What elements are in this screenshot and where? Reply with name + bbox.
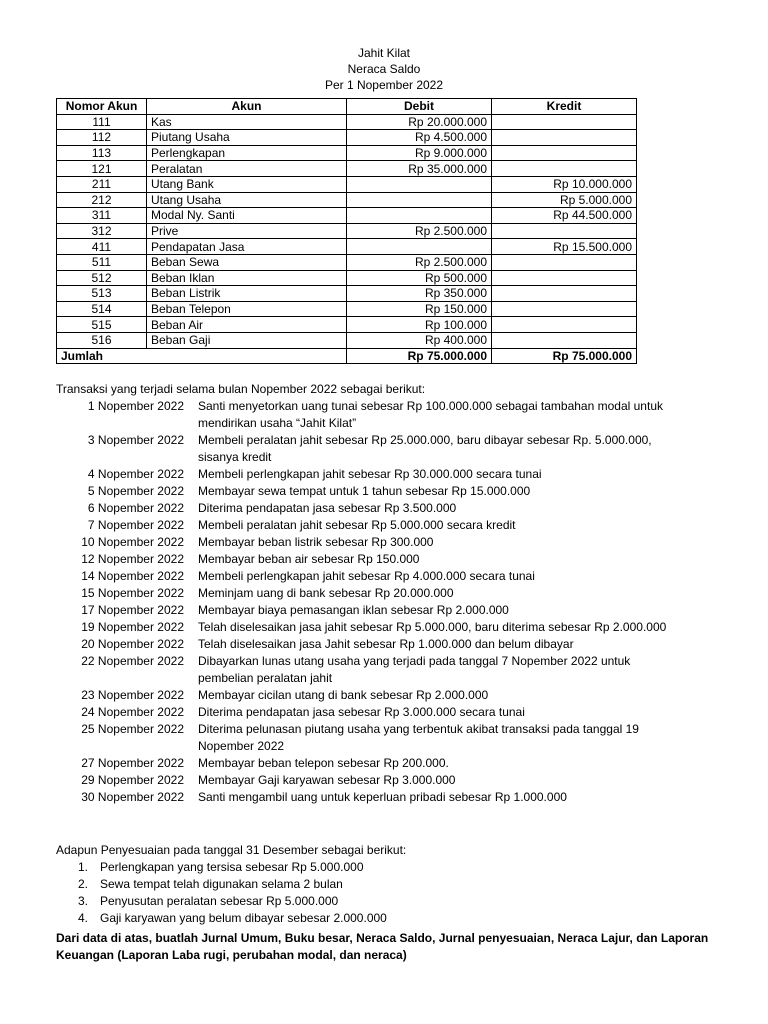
account-number: 211 <box>57 176 147 192</box>
transaction-description: Santi menyetorkan uang tunai sebesar Rp 100.000.000 sebagai tambahan modal untuk mendirikan usaha “Jahit Kilat” <box>198 399 663 430</box>
transaction-description: Membeli perlengkapan jahit sebesar Rp 30.000.000 secara tunai <box>198 467 542 481</box>
transaction-description: Membayar beban telepon sebesar Rp 200.000. <box>198 756 449 770</box>
table-row <box>57 192 637 208</box>
table-row <box>57 161 637 177</box>
account-number: 515 <box>57 317 147 333</box>
col-header-account-number: Nomor Akun <box>57 99 147 115</box>
debit-cell: Rp 20.000.000 <box>347 114 492 130</box>
transaction-item <box>56 755 696 772</box>
credit-cell <box>492 223 637 239</box>
adjustments-intro: Adapun Penyesuaian pada tanggal 31 Desember sebagai berikut: <box>56 843 407 857</box>
table-row <box>57 254 637 270</box>
transaction-date: 5 Nopember 2022 <box>87 484 184 498</box>
table-row <box>57 176 637 192</box>
account-name: Beban Telepon <box>147 301 347 317</box>
credit-cell <box>492 114 637 130</box>
transaction-date: 1 Nopember 2022 <box>87 399 184 413</box>
credit-cell <box>492 254 637 270</box>
report-period: Per 1 Nopember 2022 <box>324 78 444 92</box>
account-name: Utang Usaha <box>147 192 347 208</box>
account-number: 312 <box>57 223 147 239</box>
task-instruction: Dari data di atas, buatlah Jurnal Umum, Buku besar, Neraca Saldo, Jurnal penyesuaian, Neraca Lajur, dan Laporan Keuangan (Laporan Laba rugi, perubahan modal, dan neraca) <box>56 931 709 962</box>
company-name: Jahit Kilat <box>357 46 411 60</box>
credit-cell <box>492 161 637 177</box>
adjustment-item <box>78 893 387 910</box>
transaction-date: 12 Nopember 2022 <box>81 552 184 566</box>
debit-cell: Rp 9.000.000 <box>347 145 492 161</box>
transaction-item <box>56 687 696 704</box>
credit-cell <box>492 301 637 317</box>
account-name: Piutang Usaha <box>147 130 347 146</box>
adjustments-list <box>78 859 387 927</box>
transaction-date: 6 Nopember 2022 <box>87 501 184 515</box>
transaction-date: 19 Nopember 2022 <box>81 620 184 634</box>
account-number: 516 <box>57 332 147 348</box>
account-number: 511 <box>57 254 147 270</box>
table-row <box>57 270 637 286</box>
debit-cell: Rp 400.000 <box>347 332 492 348</box>
transaction-description: Membayar beban air sebesar Rp 150.000 <box>198 552 420 566</box>
table-row <box>57 114 637 130</box>
transaction-item <box>56 483 696 500</box>
transaction-item <box>56 466 696 483</box>
account-name: Utang Bank <box>147 176 347 192</box>
table-row <box>57 130 637 146</box>
transaction-date: 7 Nopember 2022 <box>87 518 184 532</box>
debit-cell: Rp 2.500.000 <box>347 223 492 239</box>
transaction-description: Membeli peralatan jahit sebesar Rp 25.000.000, baru dibayar sebesar Rp. 5.000.000, sisanya kredit <box>198 433 652 464</box>
report-title: Neraca Saldo <box>347 62 421 76</box>
adjustment-text: Penyusutan peralatan sebesar Rp 5.000.000 <box>100 894 339 908</box>
transaction-date: 4 Nopember 2022 <box>87 467 184 481</box>
debit-cell: Rp 150.000 <box>347 301 492 317</box>
transaction-item <box>56 585 696 602</box>
transaction-date: 15 Nopember 2022 <box>81 586 184 600</box>
col-header-account: Akun <box>147 99 347 115</box>
transaction-item <box>56 721 696 755</box>
account-name: Beban Listrik <box>147 286 347 302</box>
account-number: 212 <box>57 192 147 208</box>
credit-cell <box>492 145 637 161</box>
transaction-item <box>56 619 696 636</box>
adjustment-item <box>78 859 387 876</box>
transaction-date: 20 Nopember 2022 <box>81 637 184 651</box>
transaction-description: Membayar biaya pemasangan iklan sebesar Rp 2.000.000 <box>198 603 509 617</box>
debit-cell: Rp 4.500.000 <box>347 130 492 146</box>
transaction-date: 17 Nopember 2022 <box>81 603 184 617</box>
table-row <box>57 239 637 255</box>
account-number: 111 <box>57 114 147 130</box>
transaction-description: Membayar cicilan utang di bank sebesar Rp 2.000.000 <box>198 688 489 702</box>
credit-cell: Rp 15.500.000 <box>492 239 637 255</box>
table-row <box>57 286 637 302</box>
transaction-date: 23 Nopember 2022 <box>81 688 184 702</box>
table-row <box>57 145 637 161</box>
account-number: 513 <box>57 286 147 302</box>
account-name: Prive <box>147 223 347 239</box>
adjustment-number: 3. <box>78 894 89 908</box>
transaction-date: 30 Nopember 2022 <box>81 790 184 804</box>
transaction-item <box>56 653 696 687</box>
account-name: Modal Ny. Santi <box>147 208 347 224</box>
transaction-date: 22 Nopember 2022 <box>81 654 184 668</box>
col-header-debit: Debit <box>347 99 492 115</box>
account-name: Beban Gaji <box>147 332 347 348</box>
transaction-date: 14 Nopember 2022 <box>81 569 184 583</box>
debit-cell: Rp 35.000.000 <box>347 161 492 177</box>
transaction-date: 29 Nopember 2022 <box>81 773 184 787</box>
account-number: 121 <box>57 161 147 177</box>
debit-cell: Rp 500.000 <box>347 270 492 286</box>
total-label: Jumlah <box>57 348 347 364</box>
table-row <box>57 208 637 224</box>
account-name: Perlengkapan <box>147 145 347 161</box>
transaction-description: Membayar Gaji karyawan sebesar Rp 3.000.000 <box>198 773 456 787</box>
account-number: 514 <box>57 301 147 317</box>
transaction-item <box>56 789 696 806</box>
transaction-item <box>56 772 696 789</box>
report-header <box>0 45 768 93</box>
adjustment-text: Sewa tempat telah digunakan selama 2 bulan <box>100 877 343 891</box>
transaction-description: Membayar sewa tempat untuk 1 tahun sebesar Rp 15.000.000 <box>198 484 531 498</box>
transaction-item <box>56 636 696 653</box>
adjustment-number: 2. <box>78 877 89 891</box>
transaction-item <box>56 534 696 551</box>
adjustment-number: 1. <box>78 860 89 874</box>
transaction-description: Santi mengambil uang untuk keperluan pribadi sebesar Rp 1.000.000 <box>198 790 567 804</box>
transaction-item <box>56 568 696 585</box>
debit-cell: Rp 100.000 <box>347 317 492 333</box>
credit-cell <box>492 130 637 146</box>
account-name: Beban Air <box>147 317 347 333</box>
account-number: 411 <box>57 239 147 255</box>
transaction-description: Telah diselesaikan jasa Jahit sebesar Rp 1.000.000 dan belum dibayar <box>198 637 574 651</box>
debit-cell <box>347 239 492 255</box>
transaction-description: Diterima pelunasan piutang usaha yang terbentuk akibat transaksi pada tanggal 19 Nopember 2022 <box>198 722 639 753</box>
transaction-date: 25 Nopember 2022 <box>81 722 184 736</box>
col-header-credit: Kredit <box>492 99 637 115</box>
transaction-item <box>56 398 696 432</box>
account-number: 113 <box>57 145 147 161</box>
credit-cell <box>492 270 637 286</box>
transaction-description: Meminjam uang di bank sebesar Rp 20.000.000 <box>198 586 454 600</box>
table-row <box>57 301 637 317</box>
debit-cell: Rp 2.500.000 <box>347 254 492 270</box>
transaction-description: Dibayarkan lunas utang usaha yang terjadi pada tanggal 7 Nopember 2022 untuk pembelian peralatan jahit <box>198 654 631 685</box>
transaction-description: Diterima pendapatan jasa sebesar Rp 3.000.000 secara tunai <box>198 705 525 719</box>
debit-cell <box>347 208 492 224</box>
table-header-row <box>57 99 637 115</box>
table-row <box>57 332 637 348</box>
account-name: Kas <box>147 114 347 130</box>
adjustment-item <box>78 876 387 893</box>
account-number: 112 <box>57 130 147 146</box>
credit-cell <box>492 286 637 302</box>
adjustment-text: Gaji karyawan yang belum dibayar sebesar 2.000.000 <box>100 911 387 925</box>
transaction-item <box>56 517 696 534</box>
transaction-item <box>56 500 696 517</box>
transaction-description: Membayar beban listrik sebesar Rp 300.000 <box>198 535 434 549</box>
total-debit: Rp 75.000.000 <box>347 348 492 364</box>
adjustment-item <box>78 910 387 927</box>
transaction-item <box>56 602 696 619</box>
credit-cell: Rp 5.000.000 <box>492 192 637 208</box>
table-row <box>57 317 637 333</box>
adjustment-text: Perlengkapan yang tersisa sebesar Rp 5.000.000 <box>100 860 364 874</box>
trial-balance-table <box>56 98 637 364</box>
transaction-date: 3 Nopember 2022 <box>87 433 184 447</box>
transactions-list <box>56 398 696 806</box>
credit-cell: Rp 44.500.000 <box>492 208 637 224</box>
adjustment-number: 4. <box>78 911 89 925</box>
transaction-description: Membeli perlengkapan jahit sebesar Rp 4.000.000 secara tunai <box>198 569 535 583</box>
transaction-description: Diterima pendapatan jasa sebesar Rp 3.500.000 <box>198 501 457 515</box>
debit-cell <box>347 176 492 192</box>
credit-cell: Rp 10.000.000 <box>492 176 637 192</box>
transactions-intro: Transaksi yang terjadi selama bulan Nopember 2022 sebagai berikut: <box>56 382 426 396</box>
account-number: 512 <box>57 270 147 286</box>
table-total-row <box>57 348 637 364</box>
credit-cell <box>492 332 637 348</box>
total-credit: Rp 75.000.000 <box>492 348 637 364</box>
credit-cell <box>492 317 637 333</box>
transaction-date: 24 Nopember 2022 <box>81 705 184 719</box>
account-name: Pendapatan Jasa <box>147 239 347 255</box>
debit-cell <box>347 192 492 208</box>
account-number: 311 <box>57 208 147 224</box>
table-row <box>57 223 637 239</box>
transaction-description: Telah diselesaikan jasa jahit sebesar Rp 5.000.000, baru diterima sebesar Rp 2.000.000 <box>198 620 667 634</box>
transaction-description: Membeli peralatan jahit sebesar Rp 5.000.000 secara kredit <box>198 518 516 532</box>
debit-cell: Rp 350.000 <box>347 286 492 302</box>
transaction-item <box>56 704 696 721</box>
account-name: Beban Iklan <box>147 270 347 286</box>
account-name: Beban Sewa <box>147 254 347 270</box>
transaction-date: 27 Nopember 2022 <box>81 756 184 770</box>
transaction-item <box>56 432 696 466</box>
transaction-item <box>56 551 696 568</box>
account-name: Peralatan <box>147 161 347 177</box>
transaction-date: 10 Nopember 2022 <box>81 535 184 549</box>
